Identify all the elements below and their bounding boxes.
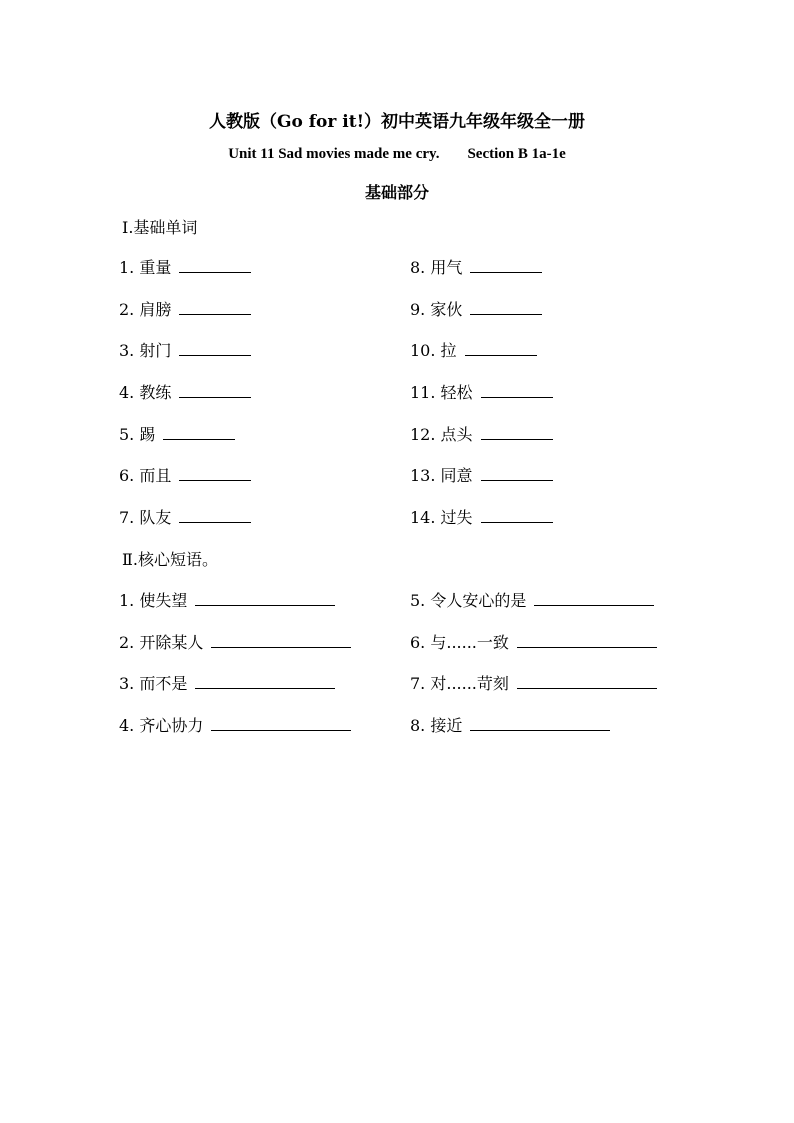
phrase-item-7: 7. 对......苛刻 xyxy=(410,674,657,694)
answer-blank[interactable] xyxy=(179,466,251,481)
answer-blank[interactable] xyxy=(470,258,542,273)
answer-blank[interactable] xyxy=(195,591,335,606)
vocab-item-3: 3. 射门 xyxy=(119,341,251,361)
answer-blank[interactable] xyxy=(465,341,537,356)
vocab-item-9: 9. 家伙 xyxy=(410,300,542,320)
vocab-item-1: 1. 重量 xyxy=(119,258,251,278)
answer-blank[interactable] xyxy=(481,466,553,481)
answer-blank[interactable] xyxy=(179,300,251,315)
part-title: 基础部分 xyxy=(364,183,429,202)
vocab-item-11: 11. 轻松 xyxy=(410,383,553,403)
phrase-item-8: 8. 接近 xyxy=(410,716,610,736)
phrase-item-1: 1. 使失望 xyxy=(119,591,335,611)
vocab-item-8: 8. 用气 xyxy=(410,258,542,278)
vocab-item-6: 6. 而且 xyxy=(119,466,251,486)
answer-blank[interactable] xyxy=(179,508,251,523)
vocab-section-heading: Ⅰ.基础单词 xyxy=(122,218,198,237)
document-title: 人教版（Go for it!）初中英语九年级年级全一册 xyxy=(208,112,586,132)
answer-blank[interactable] xyxy=(211,716,351,731)
answer-blank[interactable] xyxy=(481,383,553,398)
answer-blank[interactable] xyxy=(481,425,553,440)
vocab-item-12: 12. 点头 xyxy=(410,425,553,445)
answer-blank[interactable] xyxy=(517,674,657,689)
answer-blank[interactable] xyxy=(179,383,251,398)
answer-blank[interactable] xyxy=(470,716,610,731)
phrase-item-2: 2. 开除某人 xyxy=(119,633,351,653)
answer-blank[interactable] xyxy=(195,674,335,689)
vocab-item-13: 13. 同意 xyxy=(410,466,553,486)
answer-blank[interactable] xyxy=(163,425,235,440)
answer-blank[interactable] xyxy=(211,633,351,648)
phrases-section-heading: Ⅱ.核心短语。 xyxy=(122,550,218,569)
unit-title: Unit 11 Sad movies made me cry. xyxy=(228,146,440,162)
section-title: Section B 1a-1e xyxy=(467,146,566,162)
vocab-item-4: 4. 教练 xyxy=(119,383,251,403)
vocab-item-10: 10. 拉 xyxy=(410,341,537,361)
vocab-item-7: 7. 队友 xyxy=(119,508,251,528)
answer-blank[interactable] xyxy=(470,300,542,315)
vocab-item-14: 14. 过失 xyxy=(410,508,553,528)
phrase-item-5: 5. 令人安心的是 xyxy=(410,591,654,611)
answer-blank[interactable] xyxy=(481,508,553,523)
answer-blank[interactable] xyxy=(179,341,251,356)
answer-blank[interactable] xyxy=(517,633,657,648)
vocab-item-5: 5. 踢 xyxy=(119,425,235,445)
answer-blank[interactable] xyxy=(534,591,654,606)
answer-blank[interactable] xyxy=(179,258,251,273)
unit-heading xyxy=(0,146,794,163)
phrase-item-4: 4. 齐心协力 xyxy=(119,716,351,736)
vocab-item-2: 2. 肩膀 xyxy=(119,300,251,320)
phrase-item-3: 3. 而不是 xyxy=(119,674,335,694)
phrase-item-6: 6. 与......一致 xyxy=(410,633,657,653)
